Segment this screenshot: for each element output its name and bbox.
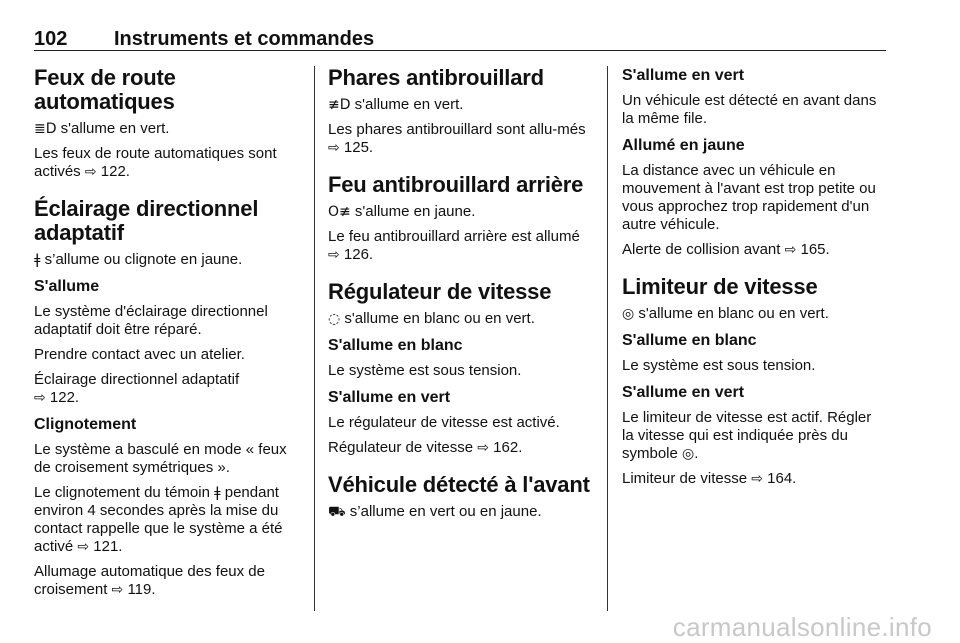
- column-divider: [314, 66, 315, 611]
- page-ref-link[interactable]: 121.: [93, 538, 123, 555]
- column-1: [34, 66, 299, 606]
- paragraph: [328, 228, 593, 264]
- text: s'allume en vert.: [56, 120, 170, 137]
- text: Les phares antibrouillard sont allu-més: [328, 121, 586, 138]
- paragraph: [328, 439, 593, 457]
- page-ref-link[interactable]: 164.: [767, 470, 797, 487]
- paragraph: Prendre contact avec un atelier.: [34, 346, 245, 363]
- reference-arrow-icon: ⇨: [84, 164, 97, 180]
- reference-arrow-icon: ⇨: [34, 390, 46, 406]
- text: s'allume en blanc ou en vert.: [634, 305, 829, 322]
- column-divider: [607, 66, 608, 611]
- text: Limiteur de vitesse: [622, 470, 752, 487]
- text: Le clignotement du témoin: [34, 484, 215, 501]
- text: Les feux de route automatiques sont activés: [34, 145, 277, 180]
- vehicle-ahead-icon: ⛟: [328, 504, 346, 520]
- fog-light-icon: ≢D: [328, 97, 351, 113]
- subheading: Clignotement: [34, 416, 137, 433]
- text: s'allume en blanc ou en vert.: [340, 310, 535, 327]
- text: s’allume ou clignote en jaune.: [40, 251, 243, 268]
- subheading: S'allume en vert: [622, 384, 745, 401]
- text: s'allume en jaune.: [350, 203, 476, 220]
- text: Le limiteur de vitesse est actif. Régler la vitesse qui est indiquée près du symbole: [622, 409, 872, 462]
- page-header: [34, 28, 886, 51]
- text: s’allume en vert ou en jaune.: [345, 503, 542, 520]
- section-title: Feu antibrouillard arrière: [328, 172, 584, 197]
- text: Le feu antibrouillard arrière est allumé: [328, 228, 580, 245]
- paragraph: [622, 409, 887, 463]
- reference-arrow-icon: ⇨: [111, 582, 124, 598]
- paragraph: [328, 121, 593, 157]
- reference-arrow-icon: ⇨: [751, 471, 763, 487]
- column-2: [328, 66, 593, 528]
- paragraph: Le système a basculé en mode « feux de croisement symétriques ».: [34, 441, 287, 476]
- text: Éclairage directionnel adaptatif: [34, 371, 240, 388]
- adaptive-light-icon: ǂ: [214, 485, 221, 501]
- chapter-title: Instruments et commandes: [114, 28, 375, 50]
- page-ref-link[interactable]: 125.: [343, 139, 374, 156]
- text: Régulateur de vitesse: [328, 439, 478, 456]
- subheading: S'allume en vert: [328, 389, 451, 406]
- paragraph: [622, 470, 887, 488]
- speed-limiter-icon: ◎: [682, 446, 695, 462]
- section-title: Feux de route automatiques: [34, 65, 176, 114]
- adaptive-light-icon: ǂ: [34, 252, 41, 268]
- paragraph: [34, 120, 299, 138]
- page-ref-link[interactable]: 122.: [49, 389, 80, 406]
- paragraph: [622, 241, 887, 259]
- paragraph: Le système est sous tension.: [622, 357, 816, 374]
- subheading: S'allume: [34, 278, 100, 295]
- paragraph: La distance avec un véhicule en mouvement à l'avant est trop petite ou vous approchez trop rapidement d'un autre véhicule.: [622, 162, 876, 233]
- reference-arrow-icon: ⇨: [784, 242, 797, 258]
- section-title: Phares antibrouillard: [328, 65, 544, 90]
- cruise-control-icon: ◌: [328, 311, 341, 327]
- paragraph: [34, 251, 299, 269]
- page-ref-link[interactable]: 165.: [800, 241, 830, 258]
- text: pendant environ 4 secondes après la mise du contact rappelle que le système a été activé: [34, 484, 283, 555]
- speed-limiter-icon: ◎: [622, 306, 635, 322]
- reference-arrow-icon: ⇨: [77, 539, 90, 555]
- page-ref-link[interactable]: 119.: [127, 581, 156, 598]
- page-ref-link[interactable]: 162.: [493, 439, 523, 456]
- subheading: S'allume en vert: [622, 67, 745, 84]
- text: Alerte de collision avant: [622, 241, 785, 258]
- subheading: S'allume en blanc: [328, 337, 463, 354]
- text: s'allume en vert.: [350, 96, 464, 113]
- section-title: Véhicule détecté à l'avant: [328, 472, 590, 497]
- paragraph: [34, 563, 299, 599]
- reference-arrow-icon: ⇨: [328, 247, 340, 263]
- high-beam-icon: ≣D: [34, 121, 57, 137]
- paragraph: [622, 305, 887, 323]
- paragraph: [328, 203, 593, 221]
- paragraph: [34, 484, 299, 556]
- subheading: S'allume en blanc: [622, 332, 757, 349]
- paragraph: [34, 371, 299, 407]
- paragraph: Le système est sous tension.: [328, 362, 522, 379]
- page-number: 102: [34, 28, 68, 50]
- paragraph: [328, 503, 593, 521]
- reference-arrow-icon: ⇨: [328, 140, 340, 156]
- reference-arrow-icon: ⇨: [477, 440, 489, 456]
- rear-fog-light-icon: O≢: [328, 204, 351, 220]
- paragraph: Le système d'éclairage directionnel adaptatif doit être réparé.: [34, 303, 268, 338]
- column-3: [622, 66, 887, 495]
- section-title: Régulateur de vitesse: [328, 279, 552, 304]
- text: Allumage automatique des feux de croisement: [34, 563, 265, 598]
- page-ref-link[interactable]: 126.: [343, 246, 374, 263]
- paragraph: [328, 96, 593, 114]
- section-title: Limiteur de vitesse: [622, 274, 818, 299]
- section-title: Éclairage directionnel adaptatif: [34, 196, 259, 245]
- paragraph: Le régulateur de vitesse est activé.: [328, 414, 560, 431]
- paragraph: [328, 310, 593, 328]
- paragraph: [34, 145, 299, 181]
- page-ref-link[interactable]: 122.: [100, 163, 130, 180]
- watermark: carmanualsonline.info: [672, 612, 932, 642]
- paragraph: Un véhicule est détecté en avant dans la même file.: [622, 92, 877, 127]
- text: .: [694, 445, 699, 462]
- subheading: Allumé en jaune: [622, 137, 745, 154]
